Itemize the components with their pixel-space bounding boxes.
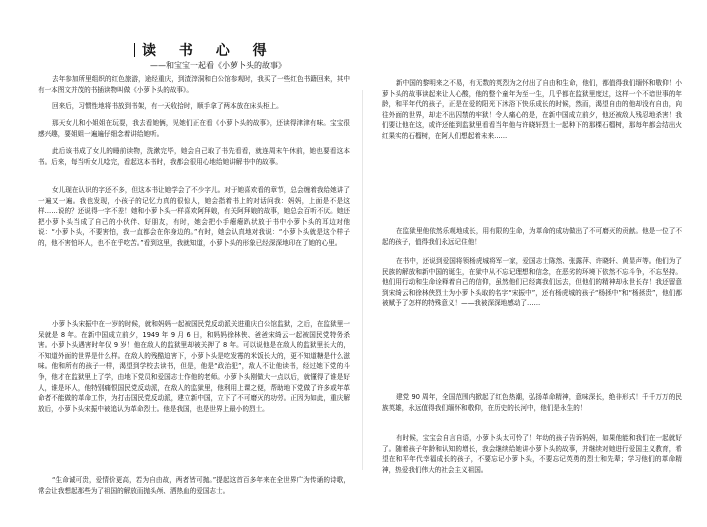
page-title: 读 书 心 得 [142, 43, 276, 59]
right-paragraph-5: 有时候，宝宝会自言自语，小萝卜头太可怜了！年幼的孩子告诉妈妈，如果他能和我们在一起就好了。随着孩子年龄和认知的增长，我会继续给她讲小萝卜头的故事，并继续对她进行爱国主义教育，希望在和平年代幸福成长的孩子，不要忘记小萝卜头，不要忘记英勇的烈士和先辈；学习他们的革命精神，热爱我们伟大的社会主义祖国。 [382, 434, 682, 474]
left-paragraph-6: 小萝卜头宋振中在一岁的时候，就和妈妈一起被国民党反动派关进重庆白公馆监狱，之后，在监狱里一呆就是 8 年。在新中国成立前夕，1949 年 9 月 6 日，和妈妈徐林侠、爸爸宋绮云一起被国民党特务杀害。小萝卜头遇害时年仅 9 岁！他在敌人的监狱里却被关押了 8 年。可以说他是在敌人的监狱里长大的，不知道外面的世界是什么样。在敌人的残酷迫害下，小萝卜头是吃发霉的米饭长大的，更不知道糖是什么滋味。他和所有的孩子一样，渴望到学校去读书，但是，他是“政治犯”，敌人不让他读书，经过她下党的斗争，他才在监狱里上了学，由地下党员和爱国志士作他的老师。小萝卜头刚做大一点以后，就懂得了谁是好人，谁是坏人，他特别痛恨国民党反动派，在敌人的监狱里，他利用上课之便，帮助地下党做了许多或年革命者不能做的革命工作，为打击国民党反动派，建立新中国，立下了不可磨灭的功劳。正因为如此，重庆解放后，小萝卜头宋振中被追认为革命烈士。他是我国，也是世界上最小的烈士。 [38, 320, 350, 413]
left-paragraph-4: 此后该书成了女儿的睡前读物，洗漱完毕，她会自己取了书先看看，就连周末午休前，她也要看这本书。后来，每当听女儿唸完，看起这本书时，我都会很用心地给她讲解书中的故事。 [38, 147, 350, 166]
left-paragraph-7: “生命诚可贵，爱情价更高，若为自由故，两者皆可抛。”提起这首百多年来在全世界广为传诵的诗歌，常会让我想起那些为了祖国的解放而抛头颅、洒热血的爱国志士。 [38, 476, 350, 495]
left-paragraph-3: 那天女儿和小姐姐在玩耍，我去看她俩，见她们正在看《小萝卜头的故事》，还读得津津有味。宝宝很感兴趣，要姐姐一遍遍仔细念着讲给她听。 [38, 119, 350, 138]
left-page [38, 8, 350, 520]
title-cursor-mark [134, 43, 135, 57]
left-paragraph-1: 去年参加所里组织的红色旅游，途经重庆，到渣滓洞和白公馆参观时，我买了一些红色书籍回来，其中有一本图文并茂的书插读物叫做《小萝卜头的故事》。 [38, 75, 350, 94]
page-gutter [362, 90, 363, 470]
left-paragraph-2: 回来后，习惯性地将书放到书架，有一天收拾时，顺手拿了两本放在床头柜上。 [52, 102, 283, 110]
right-paragraph-2: 在监狱里他依然乐观地成长，用有限的生命，为革命的成功做出了不可磨灭的贡献。他是一位了不起的孩子，值得我们永远记住他！ [382, 227, 682, 246]
right-page [382, 8, 682, 520]
right-paragraph-1: 新中国的黎明来之不易，有无数的英烈为之付出了自由和生命，他们，都值得我们缅怀和敬仰！小萝卜头的故事读起来让人心酸，他的整个童年为至一生，几乎都在监狱里度过，这样一个不谙世事的年龄，和平年代的孩子，正是在爱的阳光下沐浴下快乐成长的时候，然而，渴望自由的他却没有自由，向往外面的世界，却走不出囚禁的牢狱！令人痛心的是，在新中国成立前夕，他还被敌人残忍地杀害！我们要让他在这，或许还能到监狱里看看当年他与许晓轩烈士一起种下的那棵石榴树，那每年都会结出火红果实的石榴树，在阿人们想起着未来…… [382, 79, 682, 140]
right-paragraph-3: 在书中，还说到爱国将领杨虎城将军一家，爱国志士陈然、张露萍、许晓轩、黄显声等。他们为了民族的解放和新中国的诞生，在狱中从不忘记理想和信念，在恶劣的环境下依然不忘斗争，不忘坚持。他们用行动和生命诠释着自己的信仰，虽然他们已经离我们远去，但他们的精神却永世长存！我还留意到宋绮云和徐林侠烈士为小萝卜头取的名字“宋振中”，还有杨虎城的孩子“杨拯中”和“杨拯贵”，他们都被赋予了怎样的特殊意义！——我被深深地感动了…… [382, 257, 682, 308]
left-paragraph-5: 女儿现在认识的字还不多，但这本书让她学会了不少字儿。对于她喜欢看的章节，总会缠着我给她讲了一遍又一遍。我也发现，小孩子的记忆力真的很惊人，她会指着书上的对话问我：妈妈，上面是不是这样……说的？还说得一字不差！她和小萝卜头一样喜欢阿拜娘，有关阿拜娘的故事，她总会百听不厌。她还把小萝卜头当成了自己的小伙伴、好朋友，有时，她会把小手瘪瘪趴状放于书中小萝卜头的耳边对他说：“小萝卜头，不要害怕，我一直都会在你身边的。”有时，她会认真地对我说：“小萝卜头就是这个样子的，他不害怕坏人，也不在乎吃苦。”看到这里，我就知道，小萝卜头的形象已经深深地印在了她的心里。 [38, 186, 350, 247]
page-subtitle: ——和宝宝一起看《小萝卜头的故事》 [150, 61, 286, 70]
right-paragraph-4: 建党 90 周年，全国范围内掀起了红色热潮，弘扬革命精神，意味深长，绝非形式！千千万万的民族英雄，永远值得我们缅怀和敬仰，在历史的长河中，他们是永生的！ [382, 393, 682, 412]
